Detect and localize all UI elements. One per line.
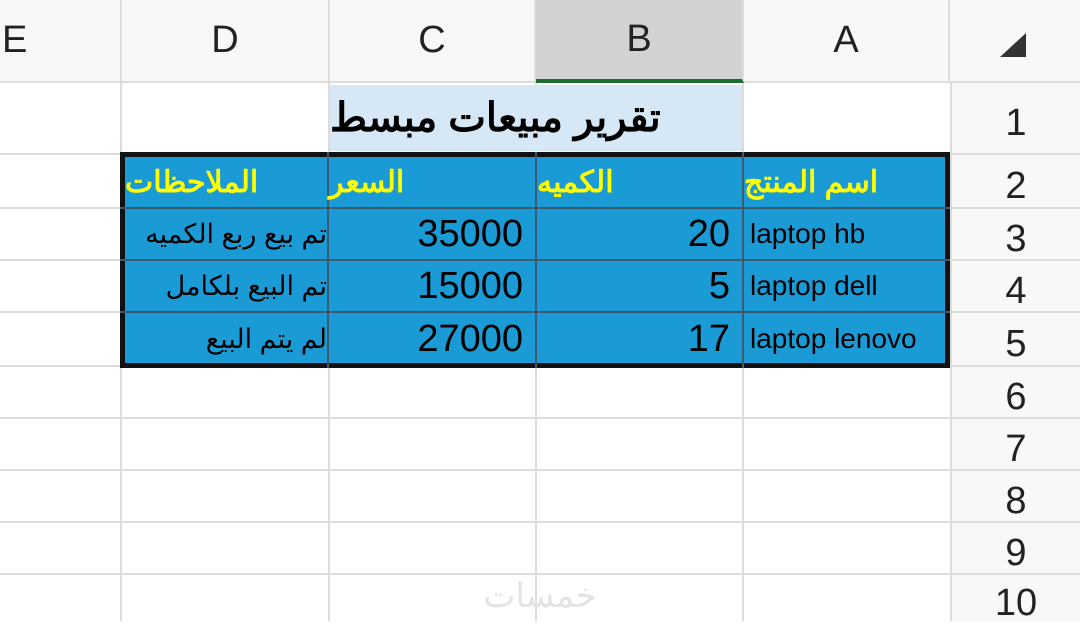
cell-notes[interactable]: لم يتم البيع [205, 323, 327, 354]
header-quantity[interactable]: الكميه [537, 165, 614, 199]
watermark-logo: خمسات [483, 577, 597, 615]
row-header-1[interactable]: 1 [950, 83, 1080, 155]
header-notes[interactable]: الملاحظات [125, 165, 259, 199]
row-header-5[interactable]: 5 [950, 313, 1080, 367]
grid-line [0, 469, 950, 471]
select-all-icon[interactable] [1000, 33, 1026, 57]
cell-price[interactable]: 27000 [417, 317, 523, 360]
cell-notes[interactable]: تم البيع بلكامل [165, 270, 327, 301]
column-header-c[interactable]: C [330, 0, 536, 83]
column-header-b[interactable]: B [536, 0, 744, 83]
row-header-9[interactable]: 9 [950, 523, 1080, 575]
cell-product[interactable]: laptop hb [750, 218, 866, 249]
cell-product[interactable]: laptop dell [750, 270, 878, 301]
grid-line [0, 521, 950, 523]
header-price[interactable]: السعر [329, 165, 405, 199]
grid-line [0, 417, 950, 419]
cell-notes[interactable]: تم بيع ربع الكميه [145, 218, 327, 249]
cell-price[interactable]: 15000 [417, 264, 523, 307]
row-header-3[interactable]: 3 [950, 209, 1080, 261]
column-header-d[interactable]: D [122, 0, 330, 83]
grid-line [0, 573, 950, 575]
row-header-10[interactable]: 10 [950, 575, 1080, 621]
cell-quantity[interactable]: 17 [687, 317, 730, 360]
row-header-4[interactable]: 4 [950, 261, 1080, 313]
cell-product[interactable]: laptop lenovo [750, 323, 917, 354]
cell-quantity[interactable]: 5 [708, 264, 730, 307]
column-header-e[interactable]: E [0, 0, 122, 83]
header-product[interactable]: اسم المنتج [744, 165, 879, 199]
cell-price[interactable]: 35000 [417, 212, 523, 255]
column-header-a[interactable]: A [744, 0, 950, 83]
row-header-7[interactable]: 7 [950, 419, 1080, 471]
report-title[interactable]: تقرير مبيعات مبسط [330, 96, 661, 140]
cell-quantity[interactable]: 20 [687, 212, 730, 255]
row-header-2[interactable]: 2 [950, 155, 1080, 209]
row-header-6[interactable]: 6 [950, 367, 1080, 419]
row-header-8[interactable]: 8 [950, 471, 1080, 523]
